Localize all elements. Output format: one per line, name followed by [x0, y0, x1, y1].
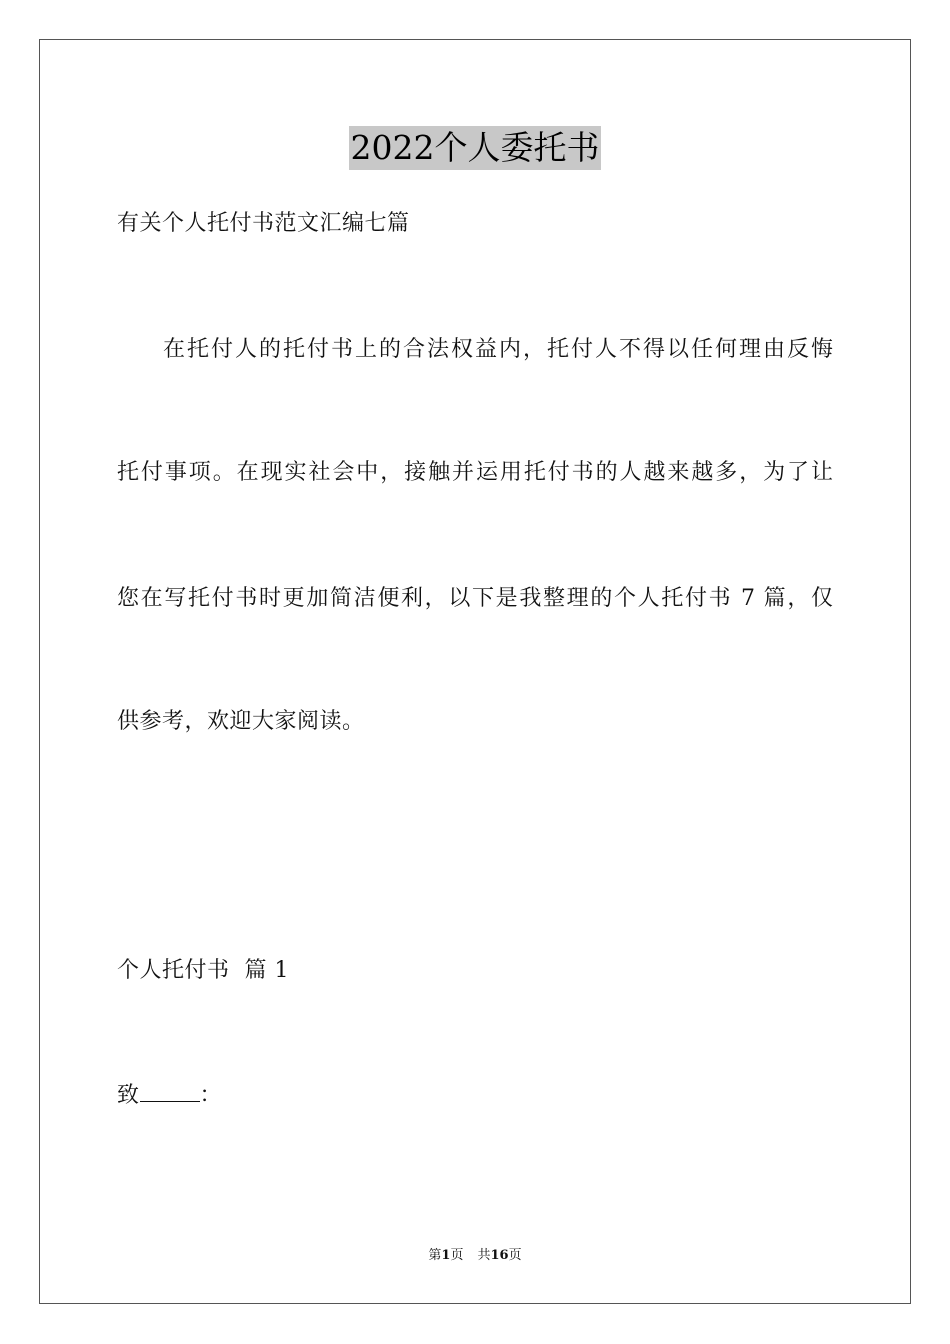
salutation-suffix: ：: [199, 1083, 223, 1108]
intro-line-3: 您在写托付书时更加简洁便利，以下是我整理的个人托付书 7 篇，仅: [117, 586, 833, 611]
page-prefix: 第: [428, 1248, 442, 1263]
section-heading: 个人托付书 篇 1: [117, 958, 289, 983]
intro-line-1: 在托付人的托付书上的合法权益内，托付人不得以任何理由反悔: [163, 337, 833, 362]
total-suffix: 页: [508, 1248, 522, 1263]
salutation-prefix: 致: [117, 1083, 140, 1108]
intro-line-2: 托付事项。在现实社会中，接触并运用托付书的人越来越多，为了让: [117, 460, 833, 485]
title-container: [0, 126, 950, 170]
total-prefix: 共: [477, 1248, 491, 1263]
page-suffix: 页: [450, 1248, 464, 1263]
intro-line-4: 供参考，欢迎大家阅读。: [117, 709, 365, 734]
total-pages: 16: [490, 1248, 509, 1263]
salutation: [117, 1081, 222, 1111]
page-number: 1: [441, 1248, 451, 1263]
recipient-blank-line: [140, 1081, 200, 1102]
page-footer: [0, 1247, 950, 1265]
document-title: 2022个人委托书: [349, 126, 602, 170]
document-subtitle: 有关个人托付书范文汇编七篇: [117, 211, 410, 236]
